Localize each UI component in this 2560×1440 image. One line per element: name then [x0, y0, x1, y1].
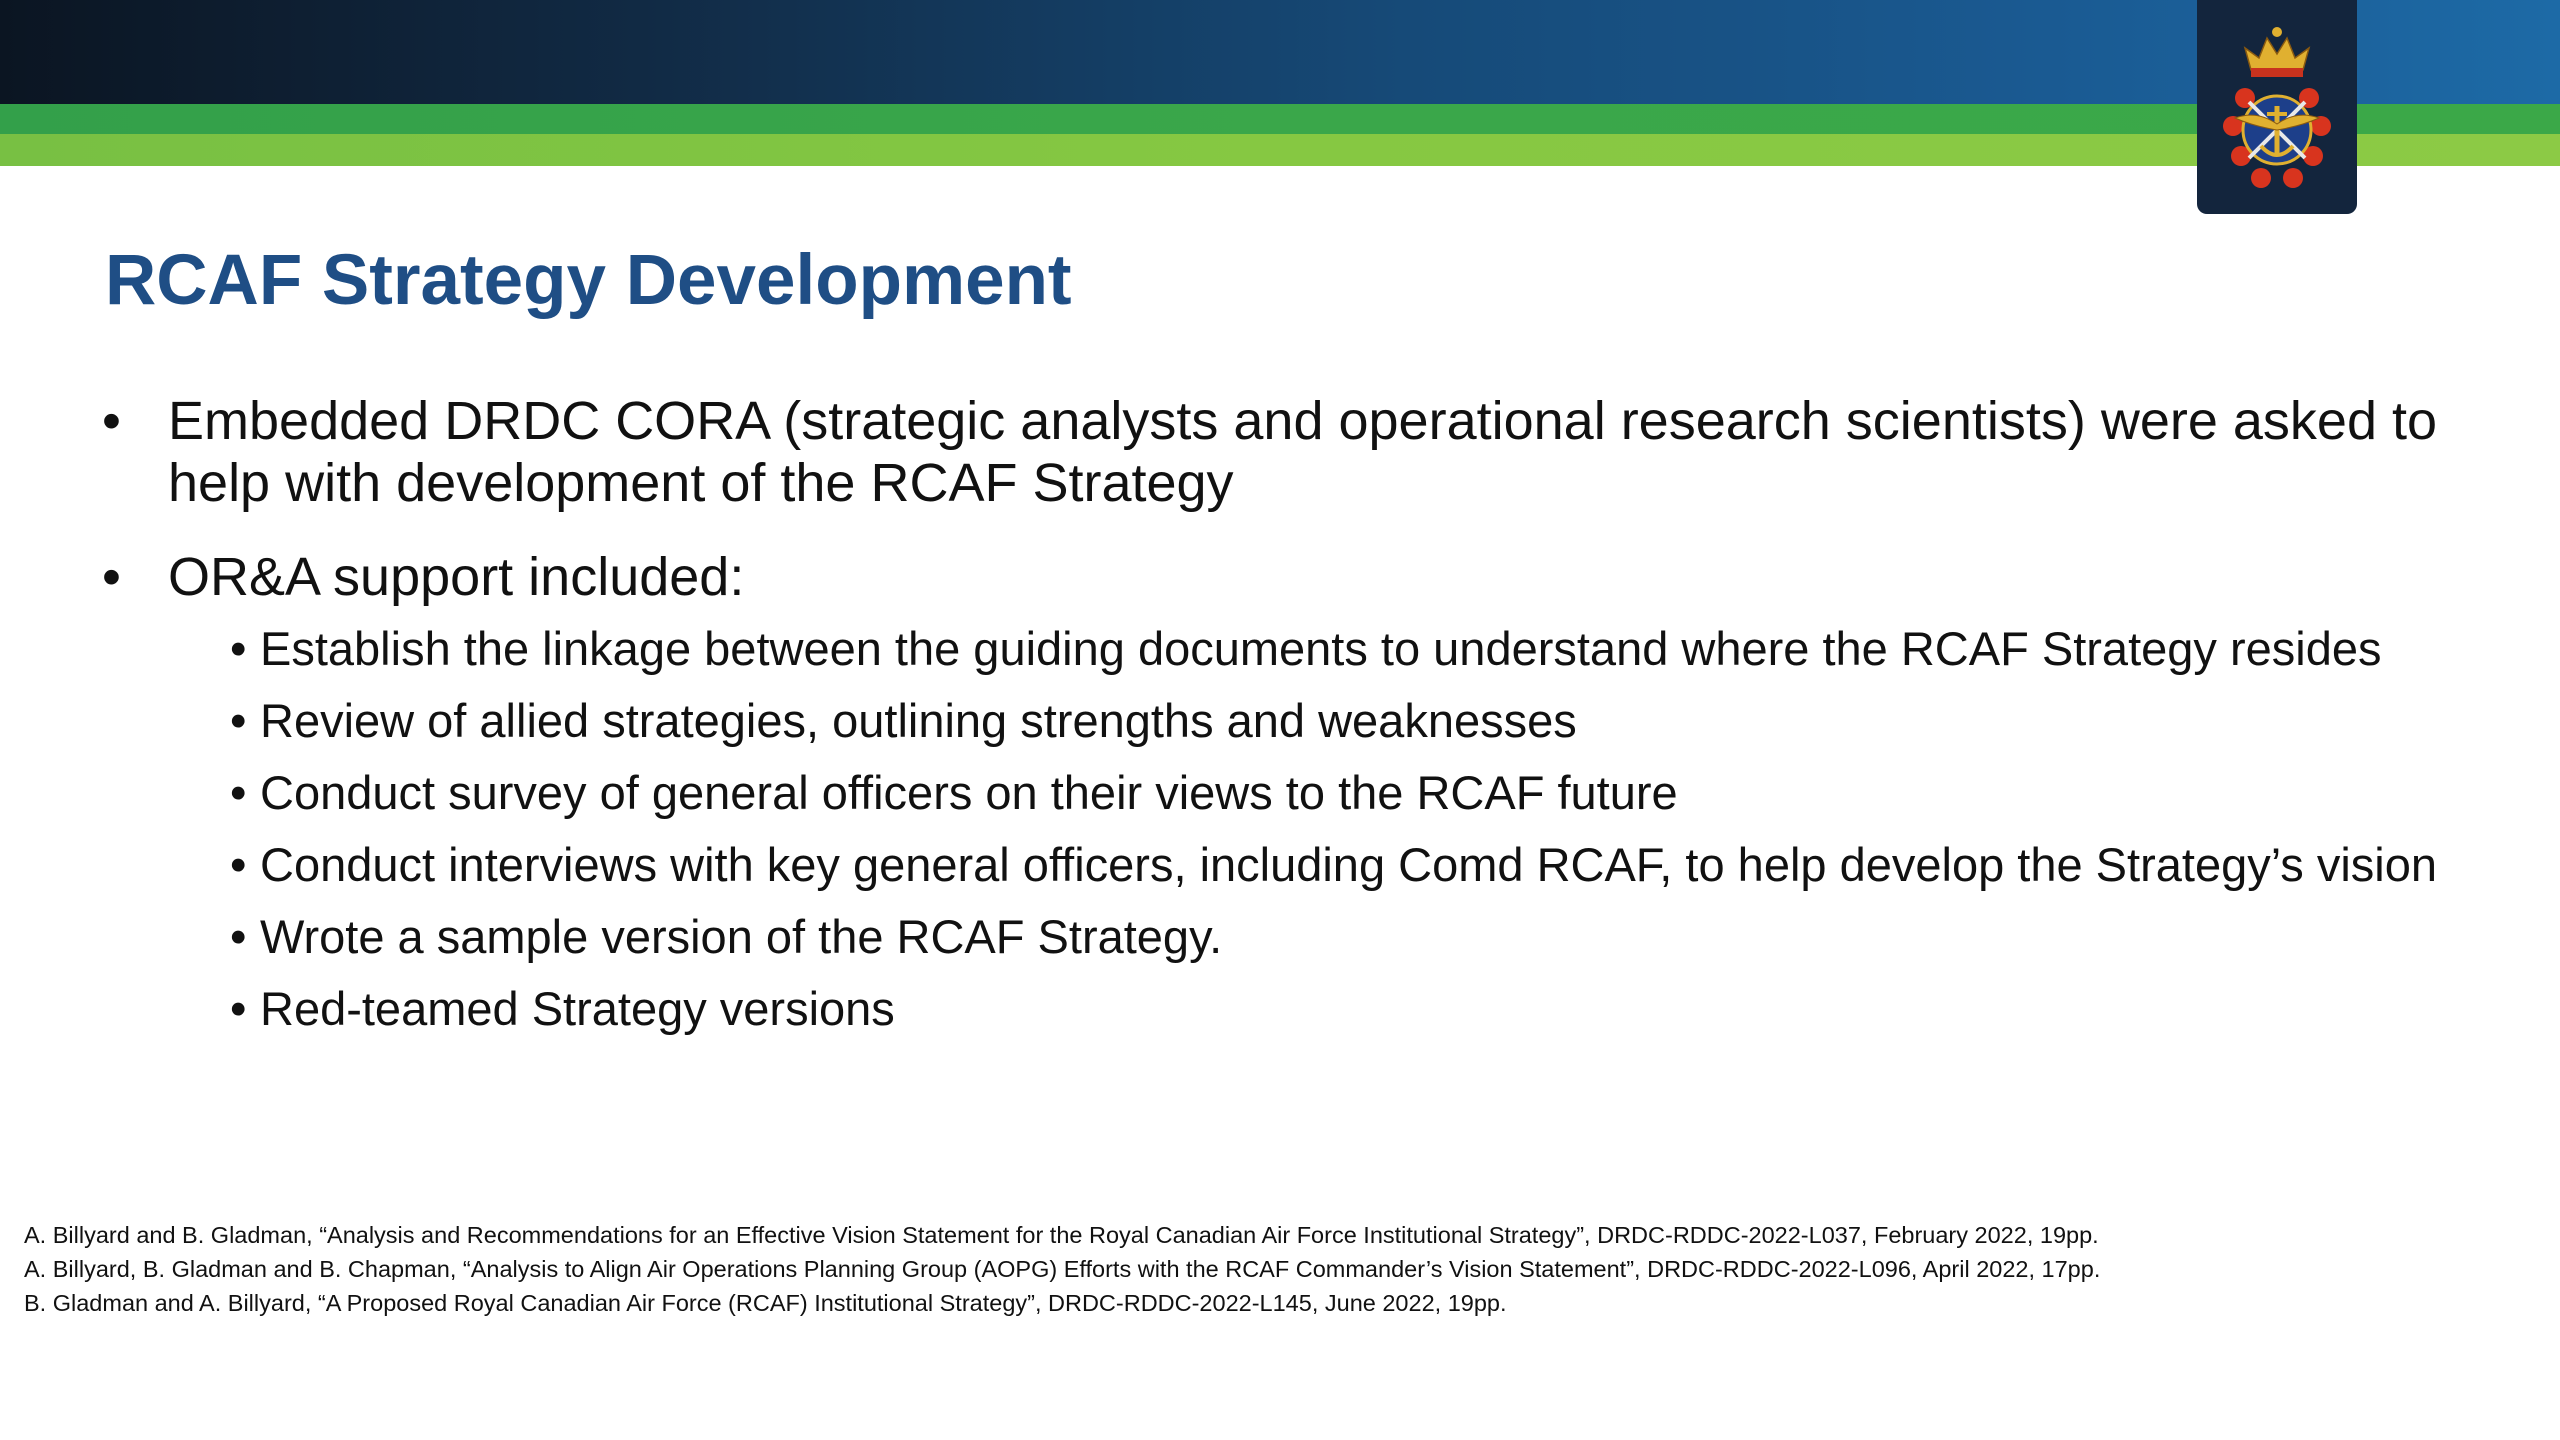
sub-bullet-marker: • [230, 910, 247, 963]
sub-bullet-item [100, 982, 2460, 1035]
bullet-marker: • [102, 547, 121, 607]
header-stripe-light-green [0, 134, 2560, 166]
sub-bullet-marker: • [230, 694, 247, 747]
bullet-item [100, 390, 2460, 514]
slide-title: RCAF Strategy Development [105, 241, 1072, 320]
sub-bullet-text: Review of allied strategies, outlining strengths and weaknesses [260, 694, 1577, 747]
reference-line: A. Billyard, B. Gladman and B. Chapman, “Analysis to Align Air Operations Planning Group (AOPG) Efforts with the RCAF Commander’s Vision Statement”, DRDC-RDDC-2022-L096, April 2022, 17pp. [24, 1256, 2101, 1282]
reference-line: B. Gladman and A. Billyard, “A Proposed Royal Canadian Air Force (RCAF) Institutional Strategy”, DRDC-RDDC-2022-L145, June 2022, 19pp. [24, 1290, 1507, 1316]
bullet-text: Embedded DRDC CORA (strategic analysts and operational research scientists) were asked to help with development of the RCAF Strategy [168, 391, 2438, 513]
sub-bullet-text: Conduct survey of general officers on their views to the RCAF future [260, 766, 1678, 819]
sub-bullet-item [100, 622, 2460, 675]
bullet-text: OR&A support included: [168, 547, 745, 607]
sub-bullet-item [100, 910, 2460, 963]
header-band [0, 0, 2560, 104]
sub-bullet-marker: • [230, 838, 247, 891]
bullet-list [100, 390, 2460, 1067]
bullet-item [100, 546, 2460, 1035]
bullet-marker: • [102, 391, 121, 451]
sub-bullet-marker: • [230, 982, 247, 1035]
header-stripe-dark-green [0, 104, 2560, 134]
sub-bullet-marker: • [230, 622, 247, 675]
sub-bullet-list [168, 622, 2460, 1035]
sub-bullet-text: Establish the linkage between the guiding documents to understand where the RCAF Strategy resides [260, 622, 2382, 675]
sub-bullet-marker: • [230, 766, 247, 819]
canadian-armed-forces-crest-icon [2205, 18, 2349, 198]
sub-bullet-item [100, 694, 2460, 747]
sub-bullet-text: Wrote a sample version of the RCAF Strategy. [260, 910, 1223, 963]
crest-badge [2197, 0, 2357, 214]
sub-bullet-text: Red-teamed Strategy versions [260, 982, 895, 1035]
references [24, 1218, 2544, 1320]
sub-bullet-item [100, 838, 2460, 891]
sub-bullet-item [100, 766, 2460, 819]
reference-line: A. Billyard and B. Gladman, “Analysis and Recommendations for an Effective Vision Statement for the Royal Canadian Air Force Institutional Strategy”, DRDC-RDDC-2022-L037, February 2022, 19pp. [24, 1222, 2099, 1248]
sub-bullet-text: Conduct interviews with key general officers, including Comd RCAF, to help develop the Strategy’s vision [260, 838, 2438, 891]
